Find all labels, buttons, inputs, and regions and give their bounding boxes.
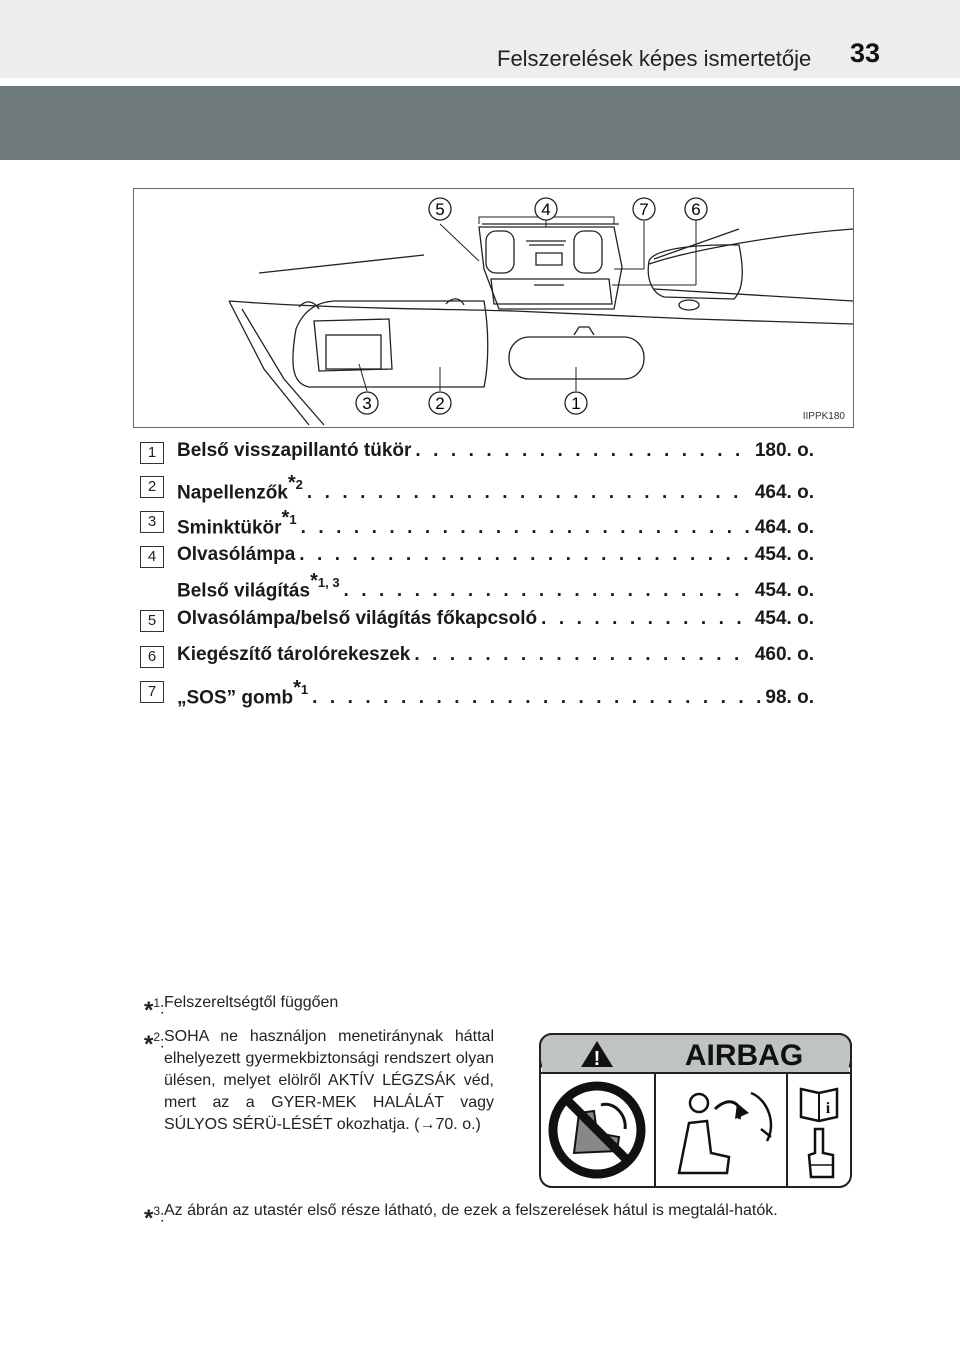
item-number-badge: 5 [140, 610, 164, 632]
callout-2 [429, 392, 451, 414]
airbag-label-drawing [539, 1033, 852, 1188]
airbag-warning-label [539, 1033, 852, 1188]
callout-6 [685, 198, 707, 220]
item-number-badge: 3 [140, 511, 164, 533]
page-header-title: Felszerelések képes ismertetője [497, 46, 812, 71]
airbag-label-title: AIRBAG [684, 1039, 804, 1072]
svg-text:3: 3 [362, 394, 372, 413]
no-rear-facing-child-seat-icon [553, 1086, 641, 1174]
list-item [140, 544, 820, 574]
section-band [0, 86, 960, 160]
footnote-ref: 2 [295, 477, 303, 492]
item-number-badge: 6 [140, 646, 164, 668]
list-item: Belső világítás$^{*1, 3}$ . . . 454. o. [140, 572, 820, 602]
interior-illustration [133, 188, 854, 428]
list-item [140, 644, 820, 674]
item-number-badge: 4 [140, 546, 164, 568]
dot-leader [415, 440, 750, 462]
item-number-badge: 1 [140, 442, 164, 464]
list-item [140, 440, 820, 470]
list-item: 2 Napellenzők$^{*2}$ . . . 464. o. [140, 474, 820, 504]
svg-text:4: 4 [541, 200, 551, 219]
list-item [140, 608, 820, 638]
list-item: 7 „SOS” gomb$^{*1}$ . . . 98. o. [140, 679, 820, 709]
item-label: Olvasólámpa [177, 544, 296, 565]
item-label: Sminktükör [177, 517, 282, 539]
page-reference[interactable]: 454. o. [754, 580, 814, 602]
svg-text:2: 2 [435, 394, 445, 413]
callout-7 [633, 198, 655, 220]
page-reference[interactable]: 180. o. [754, 440, 814, 461]
dot-leader [307, 482, 751, 504]
item-label: Olvasólámpa/belső világítás főkapcsoló [177, 608, 538, 629]
page-reference[interactable]: 454. o. [754, 608, 814, 629]
svg-text:!: ! [593, 1048, 601, 1070]
svg-text:5: 5 [435, 200, 445, 219]
footnote-text: Az ábrán az utastér első része látható, de ezek a felszerelések hátul is megtalál-hatók. [164, 1202, 778, 1219]
page-reference[interactable]: 460. o. [754, 644, 814, 665]
page-reference[interactable]: 98. o. [765, 687, 814, 709]
interior-drawing [134, 189, 853, 427]
dot-leader [299, 544, 751, 566]
figure-code: IIPPK180 [802, 411, 845, 422]
item-number-badge: 7 [140, 681, 164, 703]
page-number: 33 [850, 38, 881, 68]
svg-text:1: 1 [571, 394, 581, 413]
header-strip [0, 0, 960, 78]
callout-1 [565, 392, 587, 414]
dot-leader [541, 608, 751, 630]
dot-leader [312, 687, 761, 709]
footnote-ref: 1 [300, 682, 309, 697]
page-reference[interactable]: 464. o. [754, 482, 814, 504]
svg-text:i: i [825, 1100, 831, 1117]
item-label: Belső világítás [177, 580, 311, 602]
callout-5 [429, 198, 451, 220]
item-label: Napellenzők [177, 482, 288, 504]
footnote-text: SOHA ne használjon menetiránynak háttal elhelyezett gyermekbiztonsági rendszert olyan ülésen, melyet elölről AKTÍV LÉGZSÁK véd, mert az a GYER-MEK HALÁLÁT vagy SÚLYOS SÉRÜ-LÉSÉT okozhatja. (→70. o.) [164, 1028, 494, 1133]
footnote-text: Felszereltségtől függően [164, 994, 339, 1011]
dot-leader [414, 644, 750, 666]
list-item: 3 Sminktükör$^{*1}$ . . . 464. o. [140, 509, 820, 539]
footnote-ref: 1 [289, 512, 297, 527]
dot-leader [301, 517, 751, 539]
footnote-ref: 1, 3 [317, 575, 340, 590]
dot-leader [344, 580, 751, 602]
page-reference[interactable]: 454. o. [754, 544, 814, 565]
svg-text:6: 6 [691, 200, 701, 219]
item-number-badge: 2 [140, 476, 164, 498]
page-reference[interactable]: 464. o. [754, 517, 814, 539]
item-label: Belső visszapillantó tükör [177, 440, 412, 461]
svg-text:7: 7 [639, 200, 649, 219]
item-label: „SOS” gomb [177, 687, 294, 709]
callout-4 [535, 198, 557, 220]
callout-3 [356, 392, 378, 414]
item-label: Kiegészítő tárolórekeszek [177, 644, 411, 665]
